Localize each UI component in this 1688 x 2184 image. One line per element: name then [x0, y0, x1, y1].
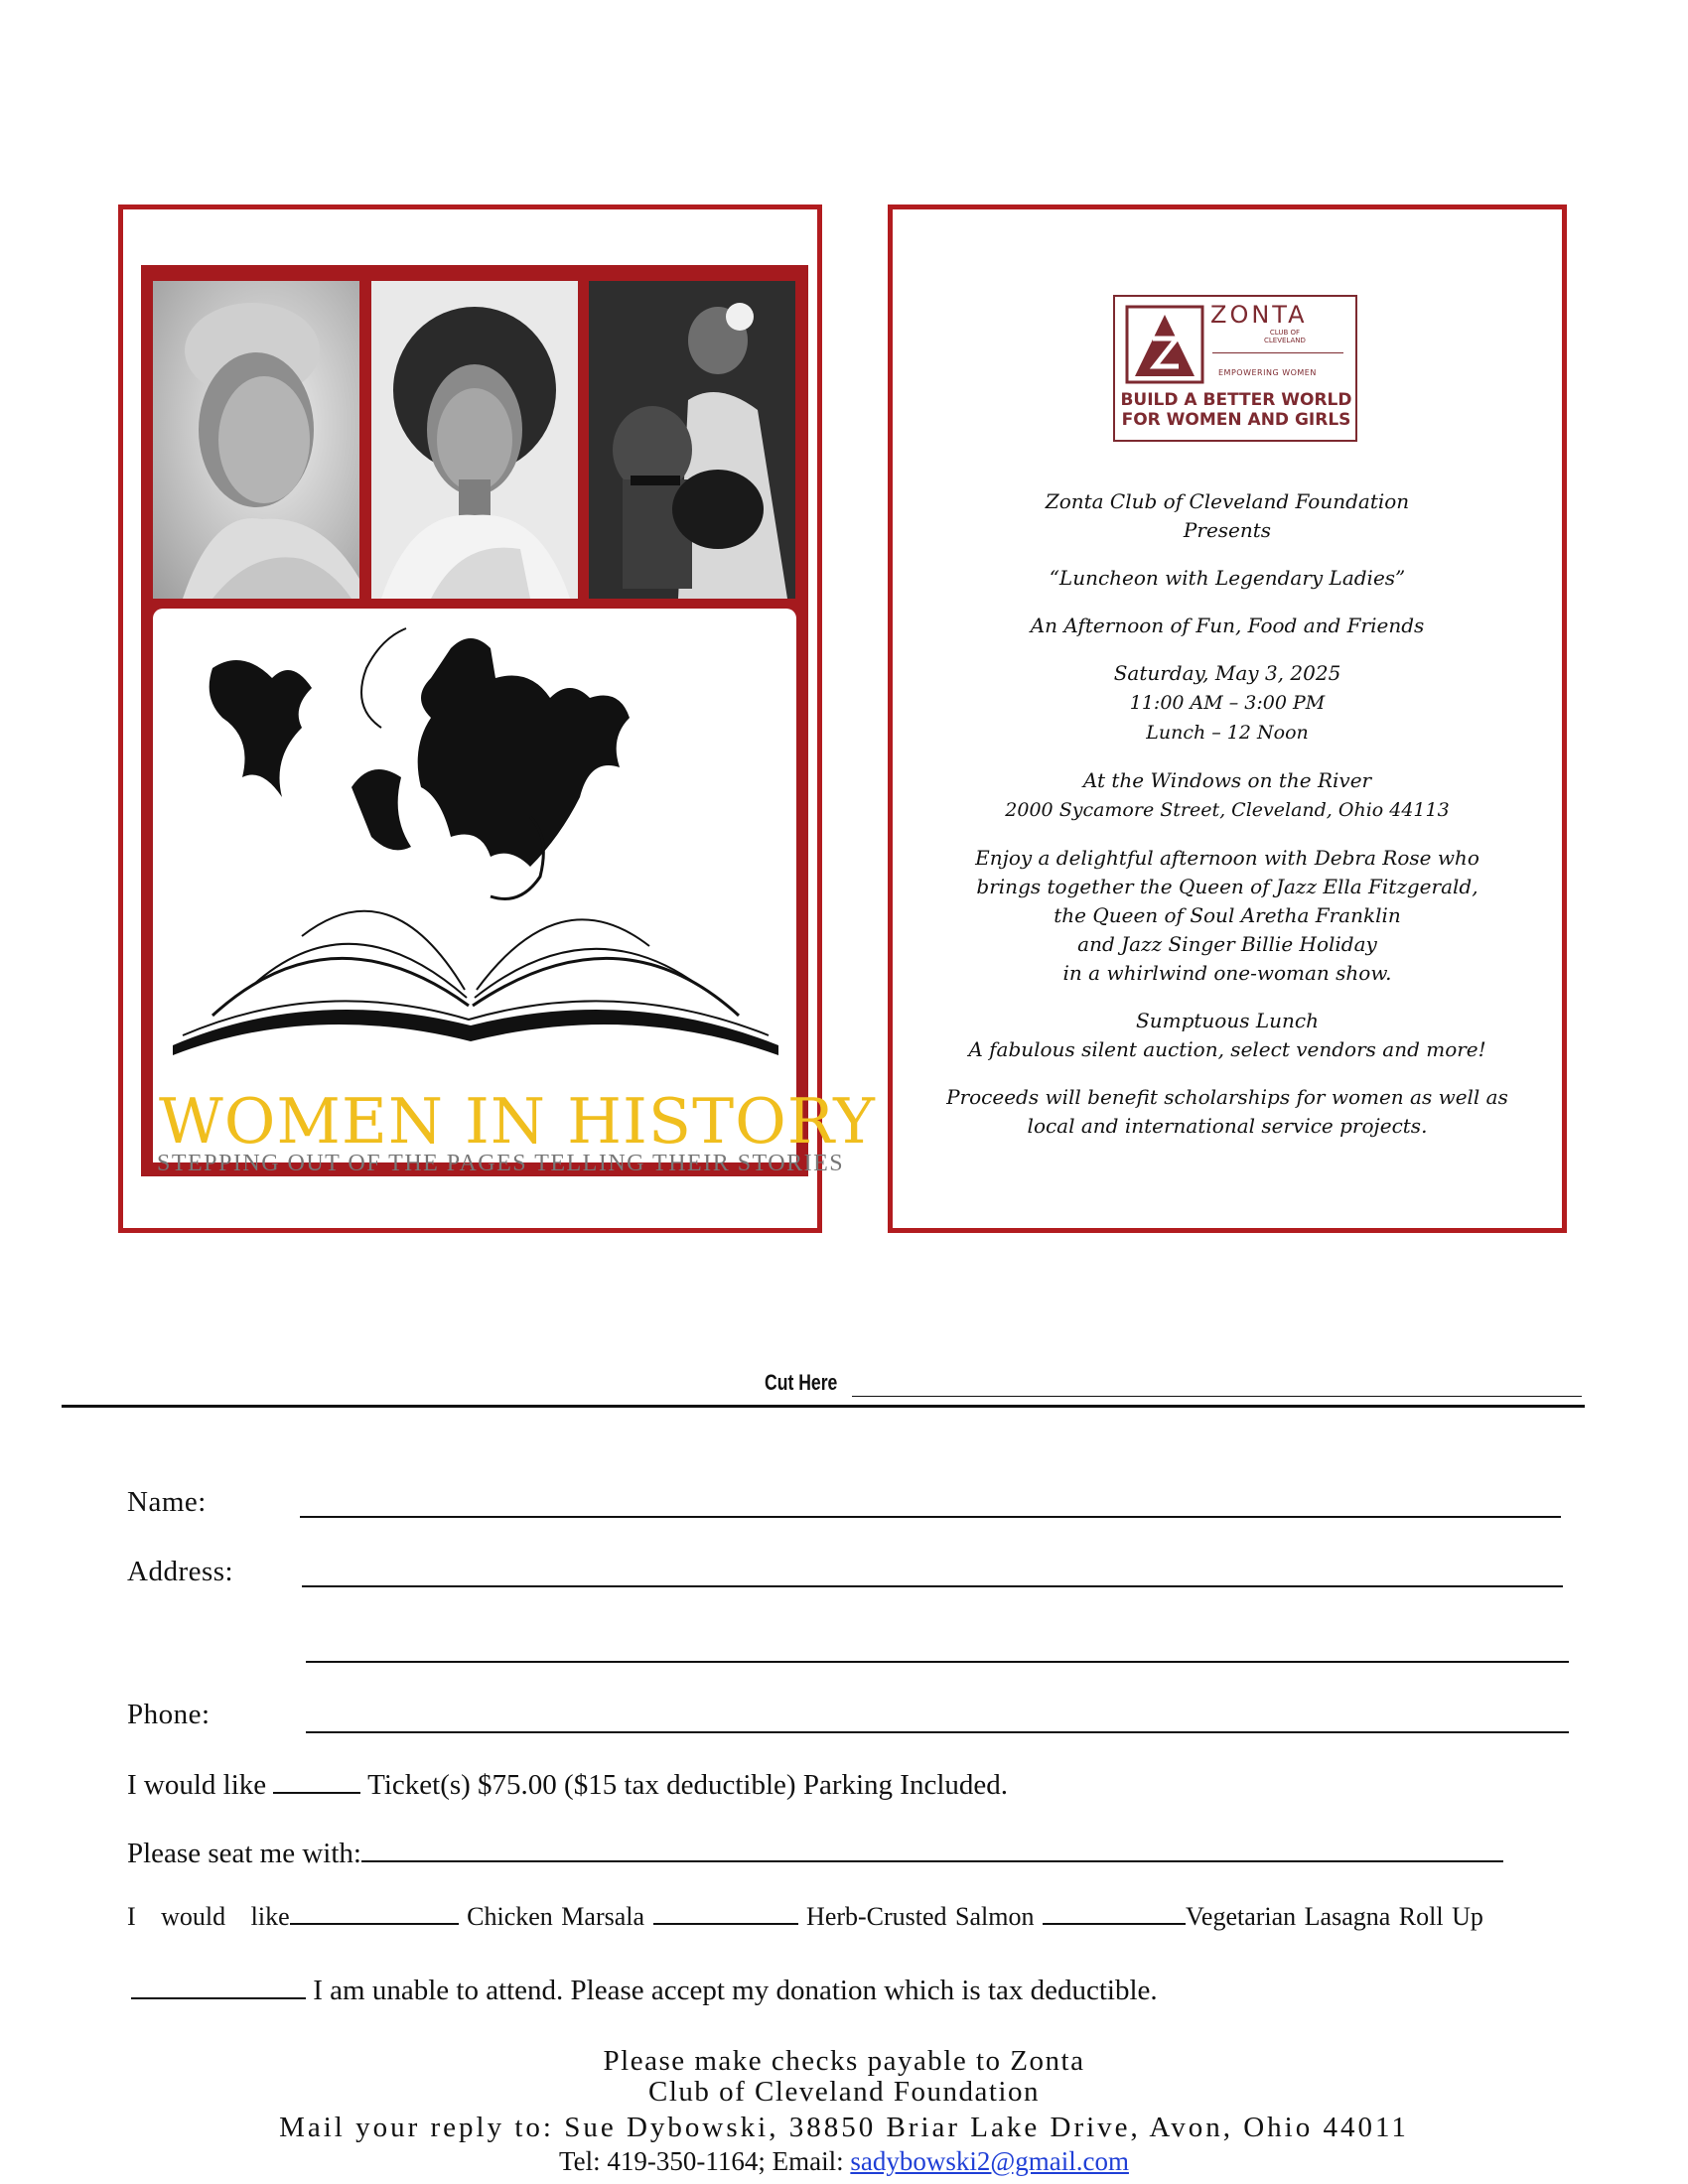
- women-in-history-poster: [141, 265, 876, 1176]
- logo-divider: [1212, 352, 1343, 353]
- payable-line-2: Club of Cleveland Foundation: [648, 2076, 1040, 2108]
- email-link[interactable]: sadybowski2@gmail.com: [850, 2146, 1129, 2176]
- contact-line: [0, 2146, 1688, 2177]
- proceeds-line-1: Proceeds will benefit scholarships for women as well as: [946, 1085, 1508, 1109]
- ticket-prefix: I would like: [127, 1769, 267, 1801]
- cut-here-label: Cut Here: [765, 1370, 838, 1395]
- logo-club: CLUB OF CLEVELAND: [1264, 329, 1306, 344]
- seat-label: Please seat me with:: [127, 1838, 361, 1869]
- cut-label-underline: [852, 1396, 1582, 1397]
- event-time: 11:00 AM – 3:00 PM: [1129, 692, 1326, 714]
- show-line-4: and Jazz Singer Billie Holiday: [1077, 932, 1377, 956]
- portrait-photo-ella: [153, 281, 359, 599]
- meal-option-chicken: Chicken Marsala: [467, 1902, 645, 1931]
- seat-with-field[interactable]: [361, 1839, 1503, 1862]
- lasagna-quantity-field[interactable]: [1043, 1901, 1186, 1925]
- event-date: Saturday, May 3, 2025: [1113, 661, 1341, 685]
- meal-option-lasagna: Vegetarian Lasagna Roll Up: [1186, 1902, 1483, 1931]
- salmon-quantity-field[interactable]: [653, 1901, 798, 1925]
- zonta-emblem-icon: [1125, 305, 1204, 384]
- logo-name: ZONTA: [1210, 301, 1308, 329]
- payable-line-1: Please make checks payable to Zonta: [603, 2045, 1085, 2077]
- show-line-1: Enjoy a delightful afternoon with Debra Rose who: [975, 846, 1479, 870]
- donation-row: [131, 1975, 1158, 2007]
- auction-note: A fabulous silent auction, select vendors and more!: [968, 1037, 1486, 1061]
- lunch-time: Lunch – 12 Noon: [1146, 722, 1309, 744]
- event-title: “Luncheon with Legendary Ladies”: [1049, 566, 1406, 590]
- invitation-text: [893, 487, 1562, 1160]
- poster-tagline: STEPPING OUT OF THE PAGES TELLING THEIR STORIES: [157, 1151, 845, 1176]
- presents: Presents: [1183, 518, 1272, 542]
- meal-row: [127, 1901, 1483, 1932]
- lunch-note: Sumptuous Lunch: [1136, 1009, 1319, 1032]
- portrait-photo-billie: [589, 281, 795, 599]
- invitation-panel: [888, 205, 1567, 1233]
- venue: At the Windows on the River: [1082, 768, 1372, 792]
- name-label: Name:: [127, 1486, 207, 1518]
- show-line-3: the Queen of Soul Aretha Franklin: [1054, 903, 1401, 927]
- poster-panel: [118, 205, 876, 1233]
- portrait-photo-aretha: [371, 281, 578, 599]
- address-field-line-2[interactable]: [306, 1661, 1569, 1663]
- logo-slogan: BUILD A BETTER WORLD FOR WOMEN AND GIRLS: [1120, 390, 1352, 430]
- show-line-2: brings together the Queen of Jazz Ella Fitzgerald,: [976, 875, 1478, 898]
- meal-option-salmon: Herb-Crusted Salmon: [806, 1902, 1035, 1931]
- seat-row: [127, 1838, 1503, 1870]
- ticket-quantity-field[interactable]: [273, 1770, 360, 1794]
- mail-address-line: Mail your reply to: Sue Dybowski, 38850 Briar Lake Drive, Avon, Ohio 44011: [279, 2112, 1409, 2143]
- meal-prefix: I would like: [127, 1902, 290, 1931]
- ticket-text: Ticket(s) $75.00 ($15 tax deductible) Parking Included.: [367, 1769, 1008, 1801]
- name-field[interactable]: [300, 1516, 1561, 1518]
- event-subtitle: An Afternoon of Fun, Food and Friends: [1030, 614, 1425, 637]
- phone-label: Phone:: [127, 1699, 211, 1730]
- women-in-history-emblem: [153, 609, 876, 1176]
- cut-line: [62, 1405, 1585, 1408]
- show-line-5: in a whirlwind one-woman show.: [1062, 961, 1392, 985]
- venue-address: 2000 Sycamore Street, Cleveland, Ohio 44113: [1005, 799, 1450, 821]
- proceeds-line-2: local and international service projects.: [1027, 1114, 1428, 1138]
- chicken-quantity-field[interactable]: [290, 1901, 459, 1925]
- address-field-line-1[interactable]: [302, 1585, 1563, 1587]
- logo-empower: EMPOWERING WOMEN: [1218, 368, 1317, 377]
- presenter: Zonta Club of Cleveland Foundation: [1045, 489, 1410, 513]
- donation-text: I am unable to attend. Please accept my donation which is tax deductible.: [313, 1975, 1158, 2006]
- poster-title: WOMEN IN HISTORY: [159, 1085, 876, 1158]
- contact-phone: Tel: 419-350-1164; Email:: [559, 2146, 851, 2176]
- address-label: Address:: [127, 1556, 234, 1587]
- phone-field[interactable]: [306, 1731, 1569, 1733]
- donation-amount-field[interactable]: [131, 1976, 306, 1999]
- zonta-logo: [1113, 295, 1357, 442]
- ticket-row: [127, 1769, 1008, 1802]
